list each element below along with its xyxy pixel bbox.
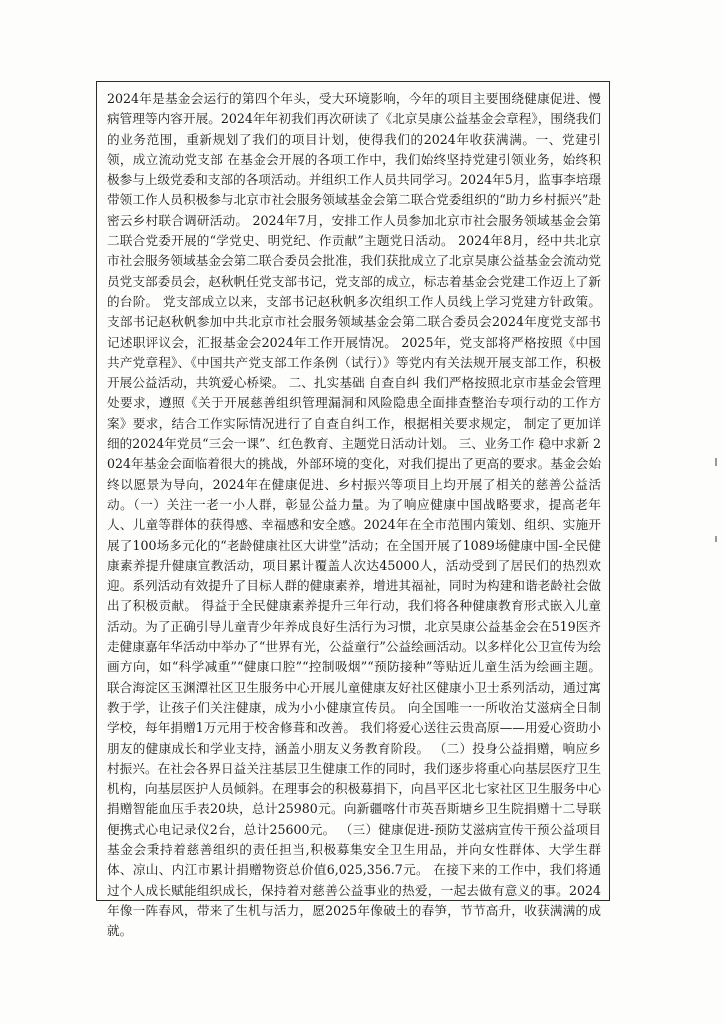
- scan-margin-mark: [715, 536, 717, 542]
- report-body-text: 2024年是基金会运行的第四个年头，受大环境影响，今年的项目主要围绕健康促进、慢病管理等内容开展。2024年年初我们再次研读了《北京昊康公益基金会章程》，围绕我们的业务范围，重新规划了我们的项目计划，使得我们的2024年收获满满。一、党建引领，成立流动党支部 在基金会开展的各项工作中，我们始终坚持党建引领业务，始终积极参与上级党委和支部的各项活动。并组织工作人员共同学习。2024年5月，监事李培璟带领工作人员积极参与北京市社会服务领域基金会第二联合党委组织的“助力乡村振兴”赴密云乡村联合调研活动。 2024年7月，安排工作人员参加北京市社会服务领域基金会第二联合党委开展的“学党史、明党纪、作贡献”主题党日活动。 2024年8月，经中共北京市社会服务领域基金会第二联合委员会批准，我们获批成立了北京昊康公益基金会流动党员党支部委员会，赵秋帆任党支部书记，党支部的成立，标志着基金会党建工作迈上了新的台阶。 党支部成立以来，支部书记赵秋帆多次组织工作人员线上学习党建方针政策。 支部书记赵秋帆参加中共北京市社会服务领域基金会第二联合委员会2024年度党支部书记述职评议会，汇报基金会2024年工作开展情况。 2025年，党支部将严格按照《中国共产党章程》、《中国共产党支部工作条例（试行）》等党内有关法规开展支部工作，积极开展公益活动，共筑爱心桥梁。 二、扎实基础 自查自纠 我们严格按照北京市基金会管理处要求，遵照《关于开展慈善组织管理漏洞和风险隐患全面排查整治专项行动的工作方案》要求，结合工作实际情况进行了自查自纠工作，根据相关要求规定， 制定了更加详细的2024年党员“三会一课”、红色教育、主题党日活动计划。 三、业务工作 稳中求新 2024年基金会面临着很大的挑战，外部环境的变化，对我们提出了更高的要求。基金会始终以愿景为导向，2024年在健康促进、乡村振兴等项目上均开展了相关的慈善公益活动。（一）关注一老一小人群，彰显公益力量。为了响应健康中国战略要求，提高老年人、儿童等群体的获得感、幸福感和安全感。2024年在全市范围内策划、组织、实施开展了100场多元化的“老龄健康社区大讲堂”活动；在全国开展了1089场健康中国-全民健康素养提升健康宣教活动，项目累计覆盖人次达45000人，活动受到了居民们的热烈欢迎。系列活动有效提升了目标人群的健康素养，增进其福祉，同时为构建和谐老龄社会做出了积极贡献。 得益于全民健康素养提升三年行动，我们将各种健康教育形式嵌入儿童活动。为了正确引导儿童青少年养成良好生活行为习惯，北京昊康公益基金会在519医齐走健康嘉年华活动中举办了“世界有光，公益童行”公益绘画活动。以多样化公卫宣传为绘画方向，如“科学减重”“健康口腔”“控制吸烟”“预防接种”等贴近儿童生活为绘画主题。 联合海淀区玉渊潭社区卫生服务中心开展儿童健康友好社区健康小卫士系列活动，通过寓教于学，让孩子们关注健康，成为小小健康宣传员。 向全国唯一一所收治艾滋病全日制学校，每年捐赠1万元用于校舍修葺和改善。 我们将爱心送往云贵高原——用爱心资助小朋友的健康成长和学业支持，涵盖小朋友义务教育阶段。 （二）投身公益捐赠，响应乡村振兴。在社会各界日益关注基层卫生健康工作的同时，我们逐步将重心向基层医疗卫生机构，向基层医护人员倾斜。在理事会的积极募捐下，向昌平区北七家社区卫生服务中心捐赠智能血压手表20块，总计25980元。向新疆喀什市英吾斯塘乡卫生院捐赠十二导联便携式心电记录仪2台，总计25600元。 （三）健康促进-预防艾滋病宣传干预公益项目 基金会秉持着慈善组织的责任担当,积极募集安全卫生用品，并向女性群体、大学生群体、凉山、内江市累计捐赠物资总价值6,025,356.7元。 在接下来的工作中，我们将通过个人成长赋能组织成长，保持着对慈善公益事业的热爱，一起去做有意义的事。2024年像一阵春风，带来了生机与活力，愿2025年像破土的春笋，节节高升，收获满满的成就。: [107, 91, 601, 939]
- scan-margin-mark: [715, 458, 717, 466]
- report-text-box: [96, 81, 610, 939]
